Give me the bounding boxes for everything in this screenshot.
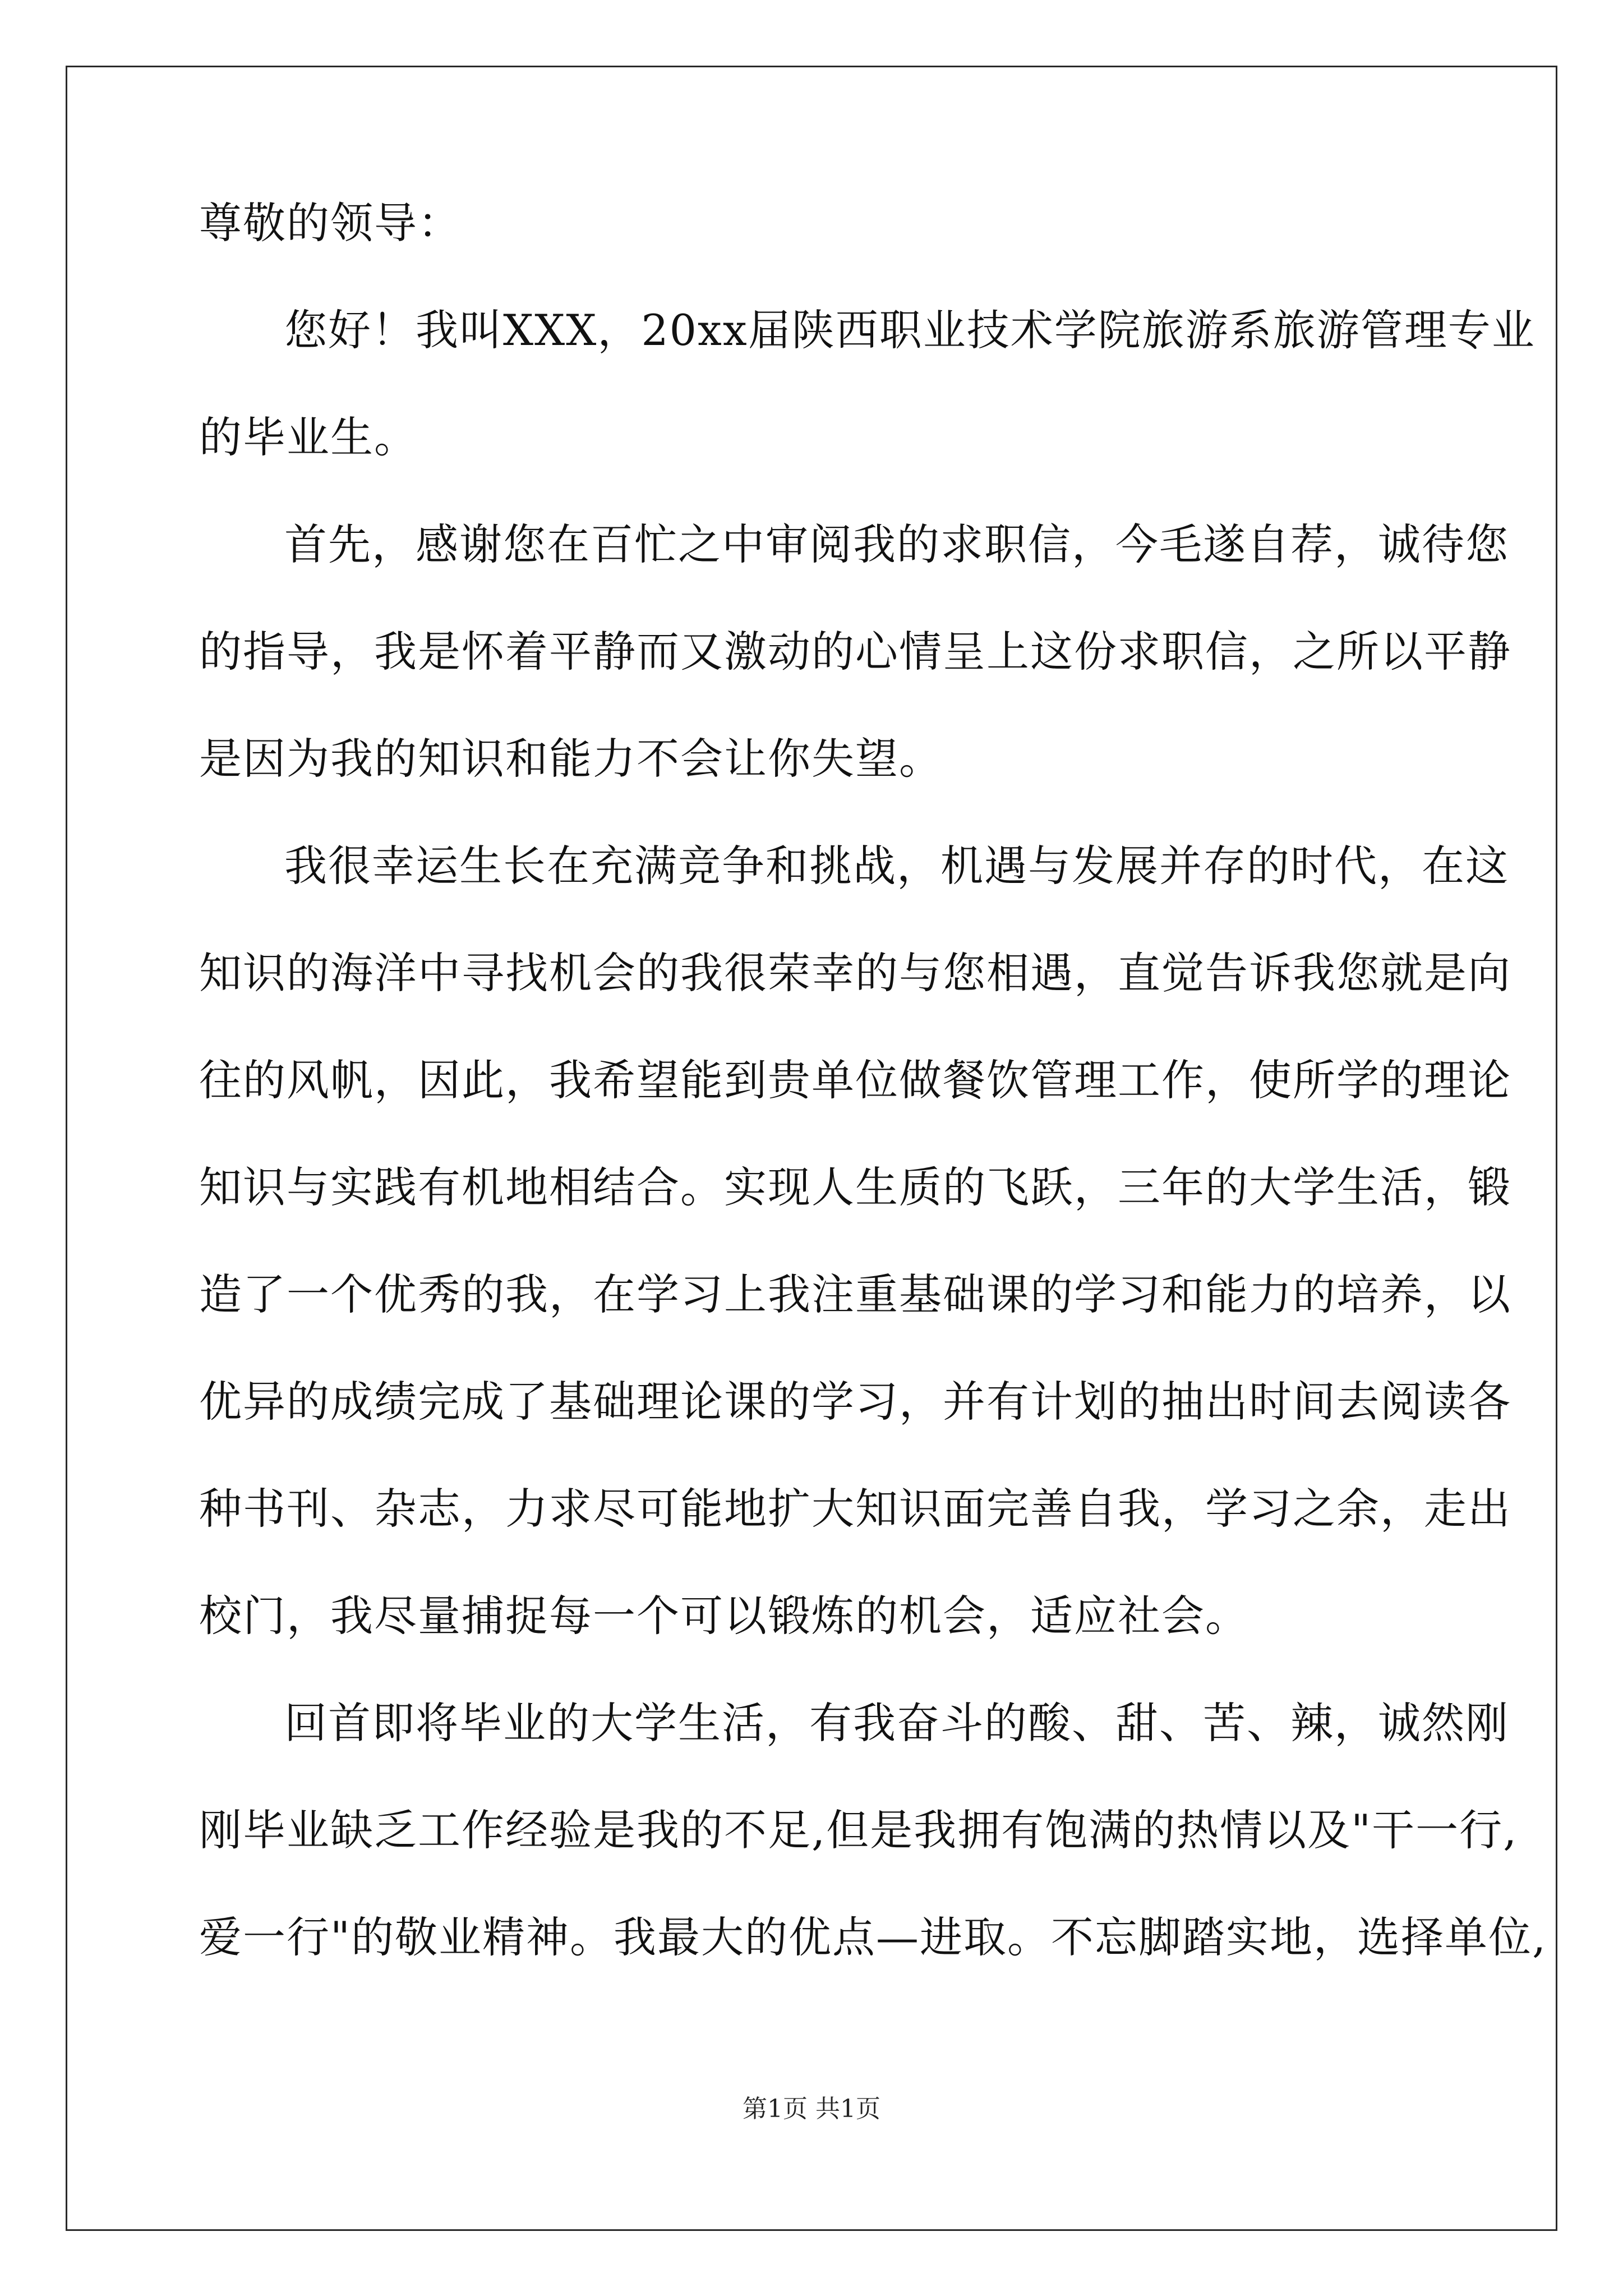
paragraph-line: 爱一行"的敬业精神。我最大的优点—进取。不忘脚踏实地，选择单位, <box>199 1912 1547 1962</box>
paragraph-line: 是因为我的知识和能力不会让你失望。 <box>199 734 943 784</box>
paragraph-line: 的毕业生。 <box>199 412 418 462</box>
paragraph-line: 您好！我叫XXX，20xx届陕西职业技术学院旅游系旅游管理专业 <box>284 305 1536 355</box>
paragraph-line: 知识的海洋中寻找机会的我很荣幸的与您相遇，直觉告诉我您就是向 <box>199 948 1511 998</box>
paragraph-line: 我很幸运生长在充满竞争和挑战，机遇与发展并存的时代，在这 <box>284 841 1509 891</box>
letter-body <box>199 198 1547 2023</box>
paragraph-line: 优异的成绩完成了基础理论课的学习，并有计划的抽出时间去阅读各 <box>199 1377 1511 1427</box>
paragraph-line: 种书刊、杂志，力求尽可能地扩大知识面完善自我，学习之余，走出 <box>199 1484 1511 1534</box>
paragraph-line: 往的风帆，因此，我希望能到贵单位做餐饮管理工作，使所学的理论 <box>199 1055 1511 1105</box>
paragraph-line: 校门，我尽量捕捉每一个可以锻炼的机会，适应社会。 <box>199 1591 1249 1641</box>
paragraph-line: 知识与实践有机地相结合。实现人生质的飞跃，三年的大学生活，锻 <box>199 1162 1511 1212</box>
paragraph-line: 首先，感谢您在百忙之中审阅我的求职信，今毛遂自荐，诚待您 <box>284 519 1509 569</box>
paragraph-line: 造了一个优秀的我，在学习上我注重基础课的学习和能力的培养，以 <box>199 1269 1511 1319</box>
paragraph-line: 回首即将毕业的大学生活，有我奋斗的酸、甜、苦、辣，诚然刚 <box>284 1698 1509 1748</box>
paragraph-line: 的指导，我是怀着平静而又激动的心情呈上这份求职信，之所以平静 <box>199 627 1511 677</box>
page-number: 第1页 共1页 <box>743 2095 880 2123</box>
paragraph-line: 刚毕业缺乏工作经验是我的不足,但是我拥有饱满的热情以及"干一行, <box>199 1805 1518 1855</box>
salutation: 尊敬的领导： <box>199 198 462 248</box>
